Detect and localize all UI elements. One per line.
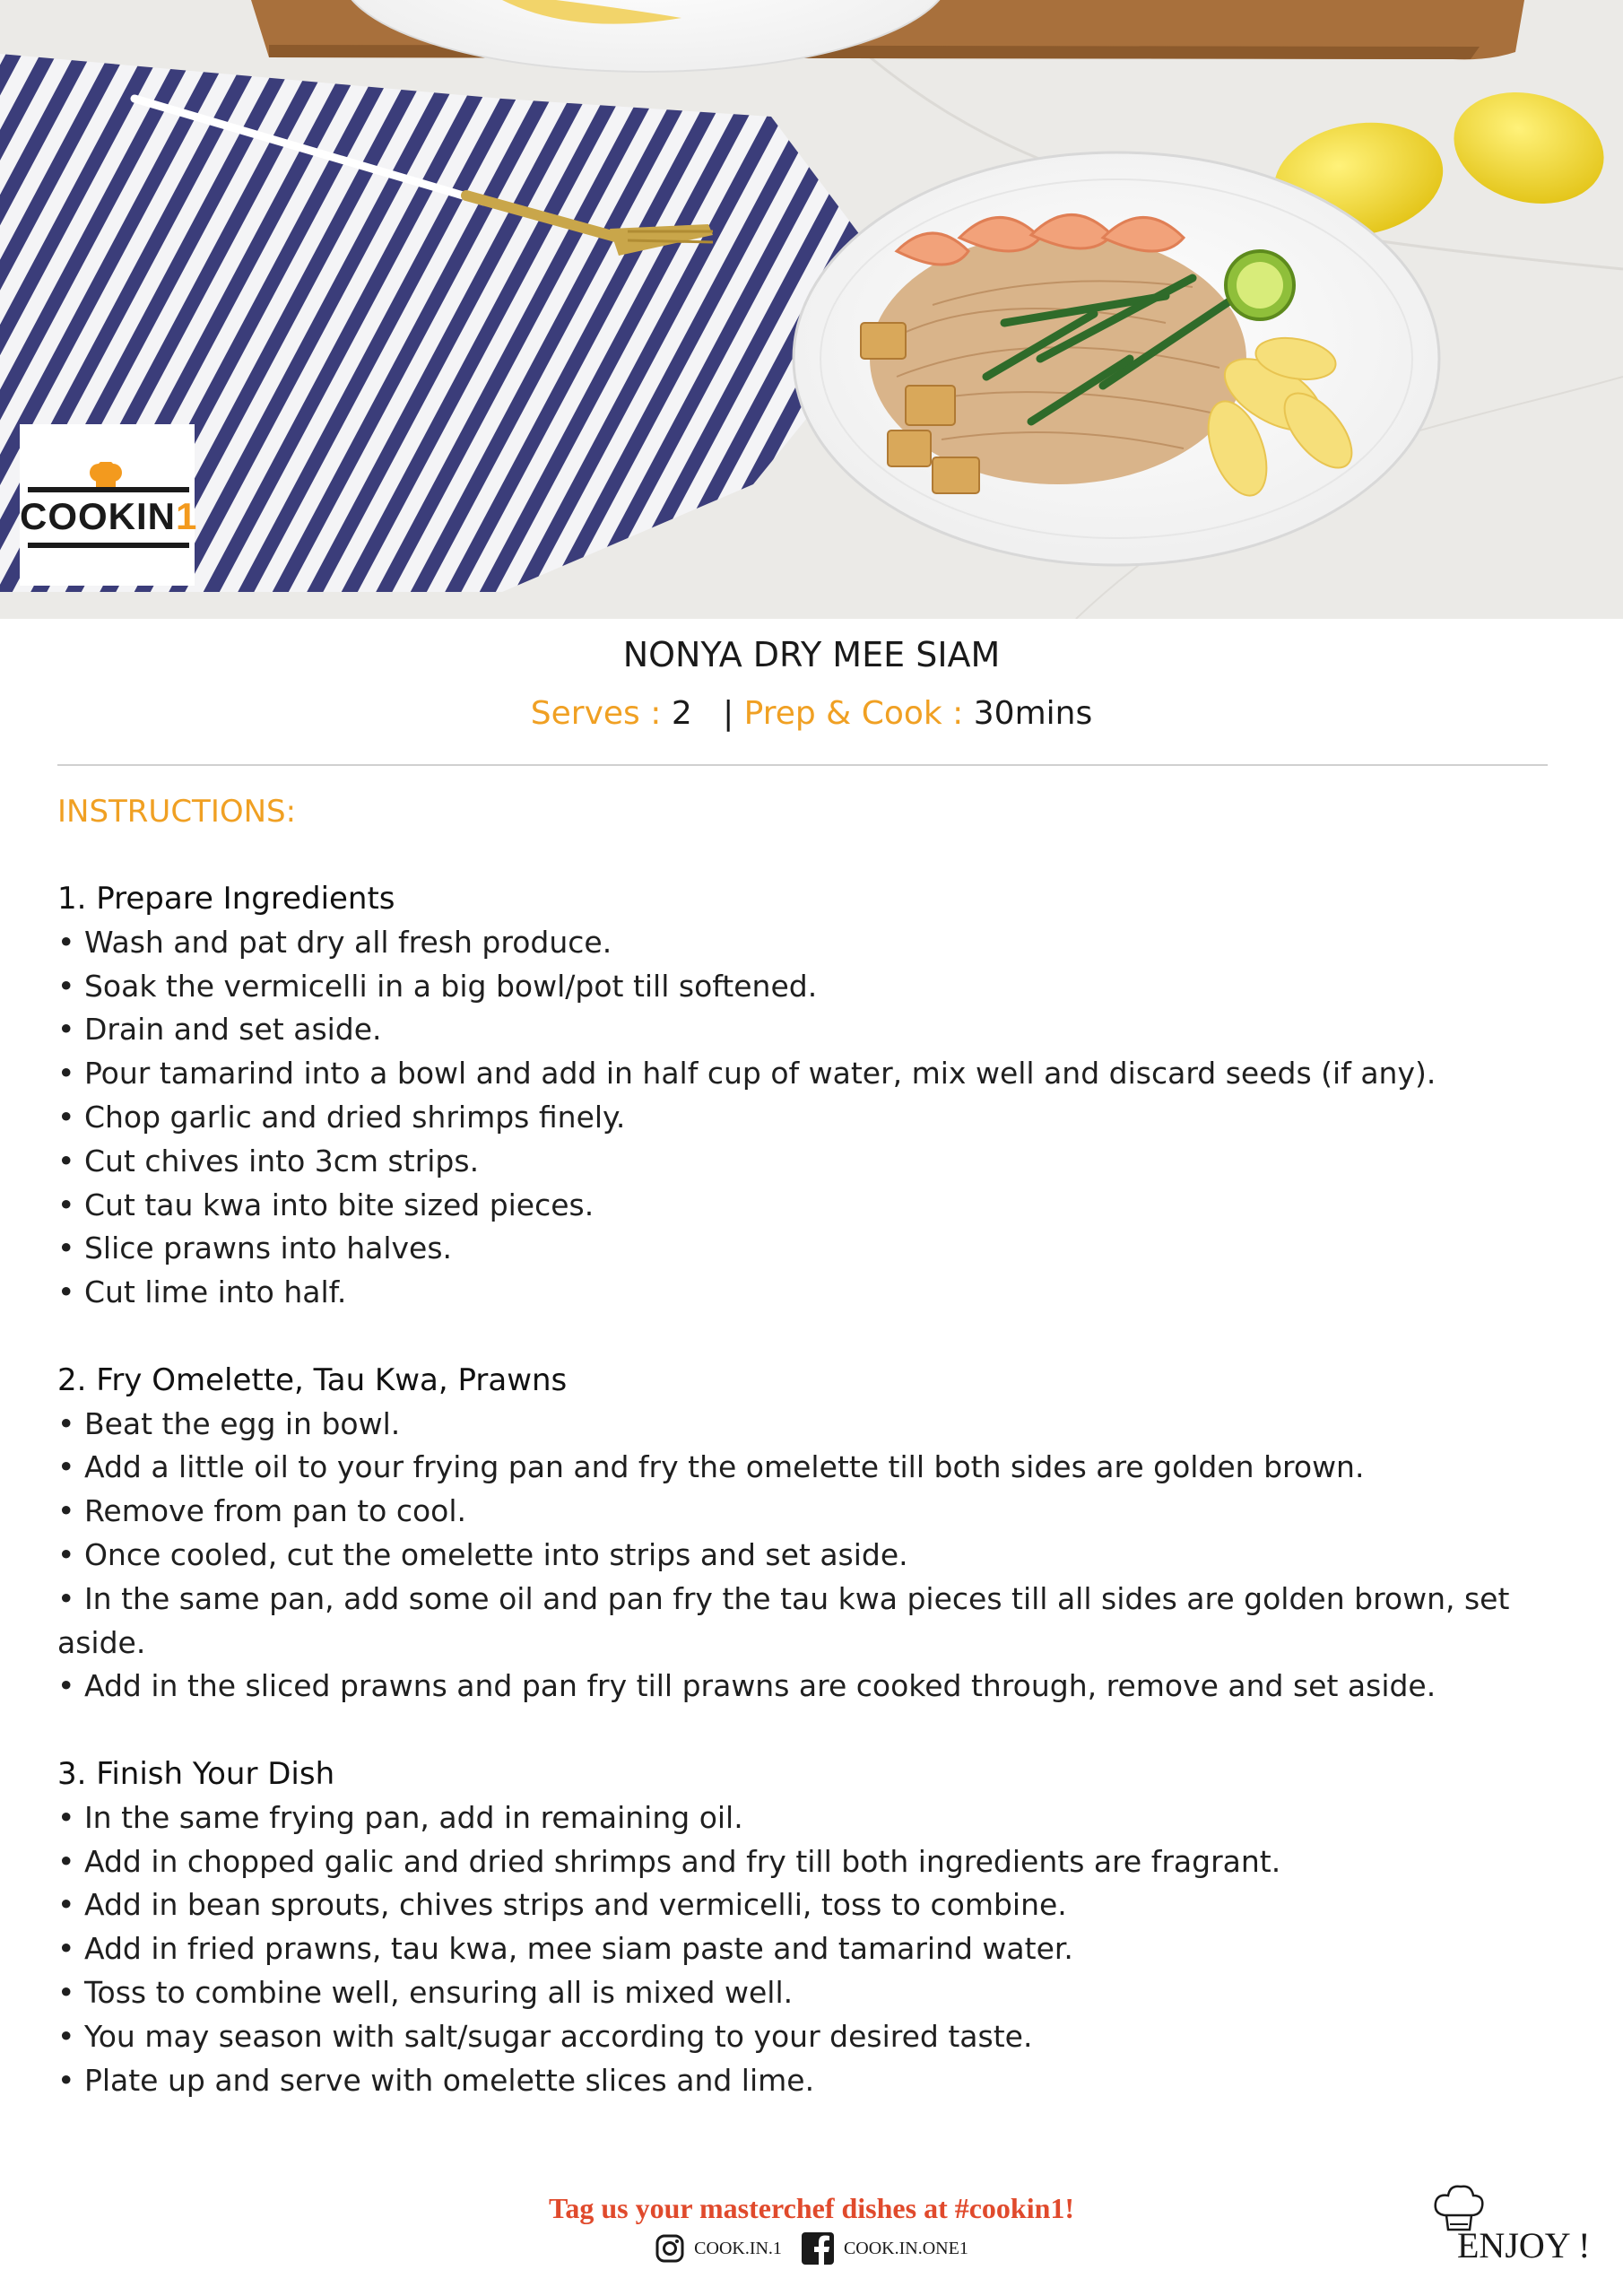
step-heading: 3. Finish Your Dish	[57, 1755, 335, 1792]
list-item: • Beat the egg in bowl.	[57, 1405, 401, 1441]
instructions-body	[57, 877, 1555, 2146]
list-item: • Pour tamarind into a bowl and add in half cup of water, mix well and discard seeds (if any).	[57, 1056, 1436, 1091]
list-item: • Add a little oil to your frying pan and fry the omelette till both sides are golden brown.	[57, 1449, 1365, 1485]
instagram-link[interactable]	[655, 2229, 782, 2268]
list-item: • Cut lime into half.	[57, 1274, 347, 1310]
hero-photo	[0, 0, 1623, 619]
list-item: • Add in chopped galic and dried shrimps and fry till both ingredients are fragrant.	[57, 1843, 1281, 1879]
list-item: • Toss to combine well, ensuring all is mixed well.	[57, 1974, 794, 2010]
footer-tagline: Tag us your masterchef dishes at #cookin1!	[548, 2192, 1075, 2224]
divider	[57, 764, 1548, 766]
step-2	[57, 1359, 1555, 1709]
list-item: • Drain and set aside.	[57, 1012, 382, 1048]
facebook-icon	[801, 2231, 835, 2266]
list-item: • Cut chives into 3cm strips.	[57, 1143, 480, 1178]
list-item: • Plate up and serve with omelette slices and lime.	[57, 2062, 815, 2098]
recipe-title: NONYA DRY MEE SIAM	[622, 635, 1001, 674]
logo-rule-bottom	[28, 543, 189, 548]
facebook-handle: COOK.IN.ONE1	[843, 2239, 968, 2259]
list-item: • Cut tau kwa into bite sized pieces.	[57, 1187, 595, 1222]
list-item: • Chop garlic and dried shrimps finely.	[57, 1099, 626, 1135]
list-item: • In the same pan, add some oil and pan fry the tau kwa pieces till all sides are golden brown, set aside.	[57, 1580, 1510, 1660]
list-item: • Remove from pan to cool.	[57, 1493, 467, 1529]
social-links	[0, 2228, 1623, 2268]
prep-value: 30mins	[973, 695, 1093, 732]
logo-wordmark: COOKIN1	[20, 495, 198, 537]
list-item: • Slice prawns into halves.	[57, 1231, 453, 1266]
cookin1-logo	[20, 424, 198, 586]
instructions-label: INSTRUCTIONS:	[57, 794, 297, 830]
list-item: • Add in fried prawns, tau kwa, mee siam paste and tamarind water.	[57, 1931, 1073, 1967]
list-item: • Soak the vermicelli in a big bowl/pot till softened.	[57, 968, 818, 1004]
list-item: • Wash and pat dry all fresh produce.	[57, 924, 612, 960]
logo-rule-top	[28, 487, 189, 492]
list-item: • Add in the sliced prawns and pan fry till prawns are cooked through, remove and set aside.	[57, 1668, 1436, 1704]
instagram-icon	[655, 2233, 685, 2264]
list-item: • In the same frying pan, add in remaining oil.	[57, 1799, 743, 1835]
list-item: • Add in bean sprouts, chives strips and vermicelli, toss to combine.	[57, 1887, 1067, 1923]
step-1	[57, 877, 1555, 1315]
list-item: • Once cooled, cut the omelette into strips and set aside.	[57, 1536, 908, 1572]
serves-label: Serves :	[530, 695, 672, 732]
dish-illustration	[0, 0, 1623, 619]
step-heading: 2. Fry Omelette, Tau Kwa, Prawns	[57, 1361, 568, 1398]
step-3	[57, 1752, 1555, 2102]
enjoy-signoff	[1421, 2178, 1601, 2276]
facebook-link[interactable]	[801, 2229, 968, 2268]
chef-hat-logo-icon	[88, 462, 124, 489]
serves-value: 2	[671, 695, 692, 732]
prep-label: Prep & Cook :	[743, 695, 974, 732]
step-heading: 1. Prepare Ingredients	[57, 881, 395, 917]
list-item: • You may season with salt/sugar according to your desired taste.	[57, 2018, 1033, 2054]
enjoy-text: ENJOY !	[1457, 2225, 1591, 2266]
recipe-meta	[0, 689, 1623, 739]
instagram-handle: COOK.IN.1	[694, 2239, 782, 2259]
meta-separator: |	[723, 695, 734, 732]
